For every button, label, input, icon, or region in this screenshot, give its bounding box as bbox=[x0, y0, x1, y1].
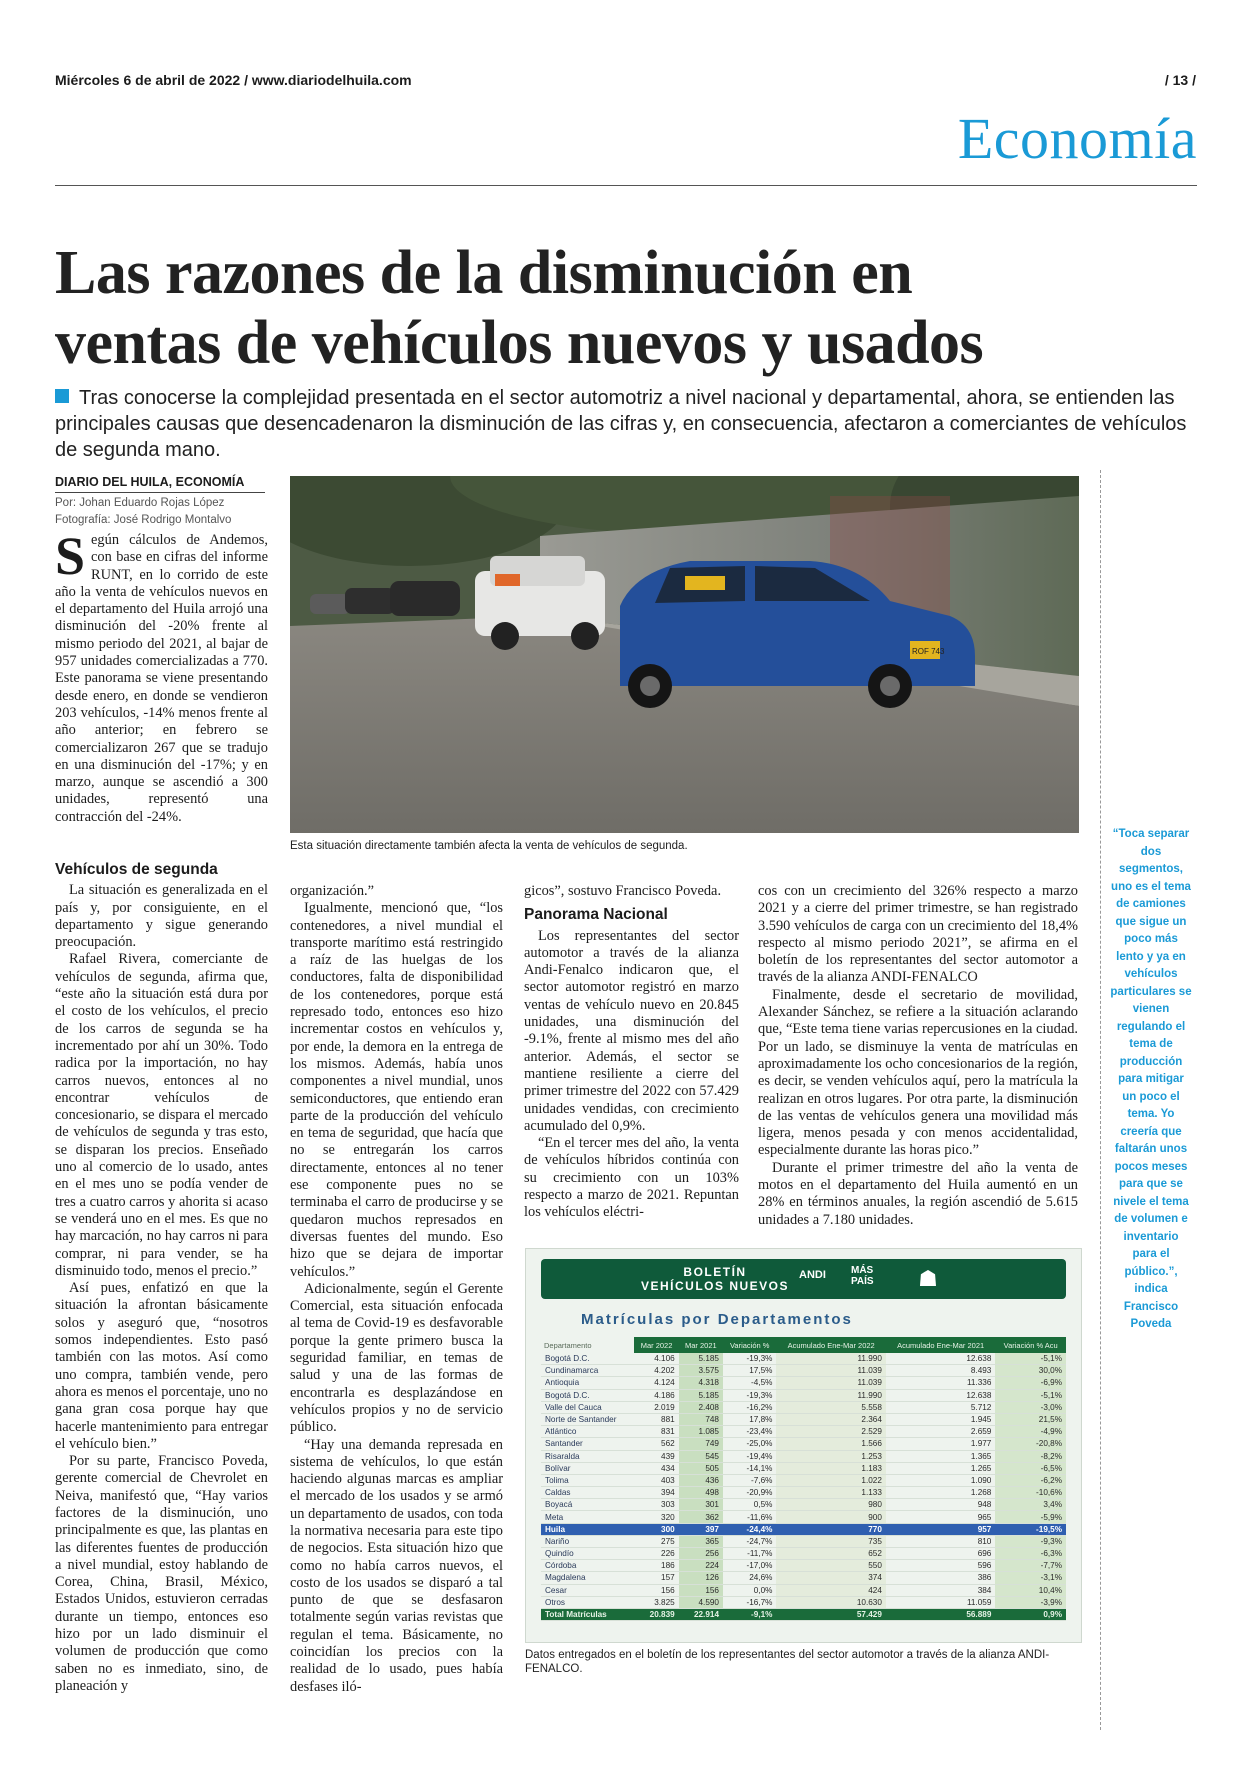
table-cell: 957 bbox=[886, 1523, 995, 1535]
table-cell: -6,5% bbox=[995, 1462, 1066, 1474]
fenalco-logo-icon: ☗ bbox=[918, 1266, 938, 1291]
paragraph: “Hay una demanda represada en sistema de vehículos, lo que están haciendo algunas marcas es ampliar el mercado de los usados y se armó un departamento de usados, con toda la normativa necesaria para este tipo de negocios. Esta situación hizo que como no había carros nuevos, el costo de los usados se disparó a tal punto de que se desfasaron totalmente según varias revistas que regulan el tema. Básicamente, no coincidían los precios con la realidad de lo usado, pues había desfases iló- bbox=[290, 1436, 503, 1695]
byline-source: DIARIO DEL HUILA, ECONOMÍA bbox=[55, 475, 245, 489]
table-cell: Nariño bbox=[541, 1535, 634, 1547]
header-rule bbox=[55, 185, 1197, 186]
table-cell: 831 bbox=[634, 1426, 678, 1438]
square-bullet-icon bbox=[55, 389, 69, 403]
table-cell: 21,5% bbox=[995, 1413, 1066, 1425]
table-cell: 1.133 bbox=[776, 1487, 885, 1499]
license-plate-text: ROF 743 bbox=[912, 647, 945, 656]
table-row bbox=[541, 1426, 1066, 1438]
table-cell: 365 bbox=[679, 1535, 723, 1547]
parked-cars-photo bbox=[290, 476, 1079, 833]
table-row bbox=[541, 1377, 1066, 1389]
paragraph: cos con un crecimiento del 326% respecto a marzo 2021 y a cierre del primer trimestre, se han registrado 3.590 vehículos de carga con un crecimiento del 18,4% respecto al mismo periodo 2021”, se afirma en el boletín de los representantes del sector automotor a través de la alianza ANDI-FENALCO bbox=[758, 883, 1078, 986]
table-column-header: Departamento bbox=[541, 1337, 634, 1353]
table-cell: 186 bbox=[634, 1560, 678, 1572]
registrations-table bbox=[541, 1337, 1066, 1621]
table-cell: Caldas bbox=[541, 1487, 634, 1499]
table-column-header: Variación % Acu bbox=[995, 1337, 1066, 1353]
table-cell: 224 bbox=[679, 1560, 723, 1572]
bulletin-title-line-1: BOLETÍN bbox=[683, 1265, 747, 1279]
table-column-header: Acumulado Ene-Mar 2021 bbox=[886, 1337, 995, 1353]
table-cell: 900 bbox=[776, 1511, 885, 1523]
table-column-header: Acumulado Ene-Mar 2022 bbox=[776, 1337, 885, 1353]
table-cell: 980 bbox=[776, 1499, 885, 1511]
table-cell: -14,1% bbox=[723, 1462, 776, 1474]
lead-text: Tras conocerse la complejidad presentada en el sector automotriz a nivel nacional y departamental, ahora, se entienden las principales causas que desencadenaron la disminución de las cifras y, en consecuencia, afectaron a comerciantes de vehículos de segunda mano. bbox=[55, 387, 1187, 461]
table-row bbox=[541, 1389, 1066, 1401]
table-cell: 1.977 bbox=[886, 1438, 995, 1450]
bulletin-subtitle: Matrículas por Departamentos bbox=[581, 1311, 853, 1328]
table-cell: -6,3% bbox=[995, 1548, 1066, 1560]
table-cell: 11.039 bbox=[776, 1377, 885, 1389]
table-cell: 1.022 bbox=[776, 1474, 885, 1486]
table-cell: 881 bbox=[634, 1413, 678, 1425]
paragraph: organización.” bbox=[290, 883, 375, 899]
paragraph: Finalmente, desde el secretario de movilidad, Alexander Sánchez, se refiere a la situación aclarando que, “Este tema tiene varias repercusiones en la ciudad. Por un lado, se disminuye la venta de matrículas en aproximadamente los ocho concesionarios de la región, es decir, se venden vehículos aquí, pero la matrícula la realizan en otros lugares. Por otra parte, la disminución de las ventas de vehículos genera una movilidad más ligera, menos pesada y con menos accidentalidad, especialmente durante las horas pico.” bbox=[758, 986, 1078, 1159]
table-cell: -24,7% bbox=[723, 1535, 776, 1547]
article-column-3 bbox=[524, 883, 739, 1222]
table-cell: 1.268 bbox=[886, 1487, 995, 1499]
table-row bbox=[541, 1438, 1066, 1450]
table-cell: 320 bbox=[634, 1511, 678, 1523]
table-cell: 12.638 bbox=[886, 1389, 995, 1401]
table-cell: 17,5% bbox=[723, 1365, 776, 1377]
table-cell: -5,9% bbox=[995, 1511, 1066, 1523]
table-cell: 11.059 bbox=[886, 1596, 995, 1608]
table-cell: Valle del Cauca bbox=[541, 1401, 634, 1413]
table-cell: 434 bbox=[634, 1462, 678, 1474]
table-cell: 386 bbox=[886, 1572, 995, 1584]
page-folio: Miércoles 6 de abril de 2022 / www.diariodelhuila.com bbox=[55, 72, 412, 88]
table-cell: 3.825 bbox=[634, 1596, 678, 1608]
bulletin-title bbox=[641, 1265, 789, 1293]
table-cell: 696 bbox=[886, 1548, 995, 1560]
table-cell: Córdoba bbox=[541, 1560, 634, 1572]
table-cell: 11.990 bbox=[776, 1353, 885, 1365]
table-cell: 5.712 bbox=[886, 1401, 995, 1413]
table-cell: 3.575 bbox=[679, 1365, 723, 1377]
table-cell: -3,9% bbox=[995, 1596, 1066, 1608]
table-cell: 156 bbox=[634, 1584, 678, 1596]
paragraph: La situación es generalizada en el país y, por consiguiente, en el departamento y sigue generando preocupación. bbox=[55, 882, 268, 951]
table-cell: -24,4% bbox=[723, 1523, 776, 1535]
table-cell: 4.106 bbox=[634, 1353, 678, 1365]
table-cell: Bolívar bbox=[541, 1462, 634, 1474]
paragraph: “En el tercer mes del año, la venta de vehículos híbridos continúa con su crecimiento con un 103% respecto a marzo de 2021. Repuntan los vehículos eléctri- bbox=[524, 1135, 739, 1221]
byline-author: Por: Johan Eduardo Rojas López bbox=[55, 497, 225, 509]
table-cell: -8,2% bbox=[995, 1450, 1066, 1462]
table-cell: 424 bbox=[776, 1584, 885, 1596]
table-cell: -6,2% bbox=[995, 1474, 1066, 1486]
table-cell: Risaralda bbox=[541, 1450, 634, 1462]
table-cell: 20.839 bbox=[634, 1608, 678, 1620]
table-cell: -16,2% bbox=[723, 1401, 776, 1413]
table-cell: 770 bbox=[776, 1523, 885, 1535]
table-cell: -17,0% bbox=[723, 1560, 776, 1572]
table-column-header: Variación % bbox=[723, 1337, 776, 1353]
byline-photographer: Fotografía: José Rodrigo Montalvo bbox=[55, 514, 232, 526]
section-title: Economía bbox=[957, 106, 1197, 171]
table-cell: Tolima bbox=[541, 1474, 634, 1486]
table-cell: -19,3% bbox=[723, 1389, 776, 1401]
table-cell: 1.265 bbox=[886, 1462, 995, 1474]
table-cell: -7,7% bbox=[995, 1560, 1066, 1572]
paragraph: Así pues, enfatizó en que la situación la afrontan básicamente solos y aseguró que, “nosotros somos independientes. Esto pasó también con las motos. Así como uno compra, también vende, pero ahora es menos el porcentaje, uno no gana gran cosa porque hay que hacerle mantenimiento para entregar el vehículo bien.” bbox=[55, 1280, 268, 1452]
table-cell: -16,7% bbox=[723, 1596, 776, 1608]
table-cell: 436 bbox=[679, 1474, 723, 1486]
table-cell: 0,9% bbox=[995, 1608, 1066, 1620]
table-cell: Norte de Santander bbox=[541, 1413, 634, 1425]
table-cell: -19,5% bbox=[995, 1523, 1066, 1535]
table-cell: -9,3% bbox=[995, 1535, 1066, 1547]
table-cell: 1.566 bbox=[776, 1438, 885, 1450]
table-row bbox=[541, 1487, 1066, 1499]
table-cell: 157 bbox=[634, 1572, 678, 1584]
table-cell: 24,6% bbox=[723, 1572, 776, 1584]
table-row bbox=[541, 1511, 1066, 1523]
table-row bbox=[541, 1572, 1066, 1584]
table-cell: 11.039 bbox=[776, 1365, 885, 1377]
andi-logo: ANDI bbox=[799, 1269, 826, 1281]
table-cell: 8.493 bbox=[886, 1365, 995, 1377]
table-row bbox=[541, 1413, 1066, 1425]
table-cell: -3,1% bbox=[995, 1572, 1066, 1584]
dropcap: S bbox=[55, 526, 86, 586]
table-row bbox=[541, 1353, 1066, 1365]
table-cell: 550 bbox=[776, 1560, 885, 1572]
headline-line-2: ventas de vehículos nuevos y usados bbox=[55, 309, 984, 377]
table-cell: 4.202 bbox=[634, 1365, 678, 1377]
table-cell: 403 bbox=[634, 1474, 678, 1486]
table-cell: -11,6% bbox=[723, 1511, 776, 1523]
table-cell: -19,4% bbox=[723, 1450, 776, 1462]
table-row bbox=[541, 1596, 1066, 1608]
table-cell: Boyacá bbox=[541, 1499, 634, 1511]
table-cell: 3,4% bbox=[995, 1499, 1066, 1511]
table-cell: -4,5% bbox=[723, 1377, 776, 1389]
headline-line-1: Las razones de la disminución en bbox=[55, 239, 913, 307]
table-row bbox=[541, 1401, 1066, 1413]
table-cell: 394 bbox=[634, 1487, 678, 1499]
pull-quote: “Toca separar dos segmentos, uno es el tema de camiones que sigue un poco más lento y ya en vehículos particulares se vienen regulando el tema de producción para mitigar un poco el tema. Yo creería que faltarán unos pocos meses para que se nivele el tema de volumen e inventario para el público.”, indica Francisco Poveda bbox=[1110, 828, 1192, 1330]
table-row bbox=[541, 1365, 1066, 1377]
table-cell: -23,4% bbox=[723, 1426, 776, 1438]
table-cell: 11.990 bbox=[776, 1389, 885, 1401]
table-column-header: Mar 2022 bbox=[634, 1337, 678, 1353]
table-cell: -3,0% bbox=[995, 1401, 1066, 1413]
table-cell: 1.253 bbox=[776, 1450, 885, 1462]
article-column-2 bbox=[290, 883, 503, 1696]
table-cell: Meta bbox=[541, 1511, 634, 1523]
table-cell: 2.019 bbox=[634, 1401, 678, 1413]
paragraph: Adicionalmente, según el Gerente Comercial, esta situación enfocada al tema de Covid-19 es desfavorable porque la gente primero busca la seguridad familiar, en temas de salud y una de las formas de encontrarla es desplazándose en vehículos propios y no de servicio público. bbox=[290, 1280, 503, 1436]
table-cell: 505 bbox=[679, 1462, 723, 1474]
subhead-panorama: Panorama Nacional bbox=[524, 906, 668, 924]
table-cell: Quindío bbox=[541, 1548, 634, 1560]
table-cell: -19,3% bbox=[723, 1353, 776, 1365]
table-cell: 1.365 bbox=[886, 1450, 995, 1462]
table-body bbox=[541, 1353, 1066, 1621]
table-cell: 4.124 bbox=[634, 1377, 678, 1389]
table-cell: 2.659 bbox=[886, 1426, 995, 1438]
table-cell: 301 bbox=[679, 1499, 723, 1511]
mas-pais-logo bbox=[851, 1265, 874, 1287]
table-cell: 397 bbox=[679, 1523, 723, 1535]
subhead-segunda: Vehículos de segunda bbox=[55, 861, 218, 878]
table-cell: 1.183 bbox=[776, 1462, 885, 1474]
table-row bbox=[541, 1523, 1066, 1535]
table-cell: 11.336 bbox=[886, 1377, 995, 1389]
table-cell: 22.914 bbox=[679, 1608, 723, 1620]
table-cell: 12.638 bbox=[886, 1353, 995, 1365]
table-cell: -11,7% bbox=[723, 1548, 776, 1560]
table-cell: 1.945 bbox=[886, 1413, 995, 1425]
paragraph: Rafael Rivera, comerciante de vehículos de segunda, afirma que, “este año la situación está dura por el costo de los vehículos, el precio de los carros de segunda se ha incrementado por ahí un 30%. Todo radica por la importación, no hay carros nuevos, entonces al no encontrar vehículos de concesionario, se dispara el mercado de vehículos de segunda y tras esto, se disparan los precios. Enseñado uno al comercio de lo usado, antes en el mes uno se podía vender de tres a cuatro carros y ahorita si acaso se venderá uno en el mes. Es que no hay marcación, no hay carros ni para comprar, ni para vender, se ha disminuido todo, menos el precio.” bbox=[55, 951, 268, 1279]
table-cell: 275 bbox=[634, 1535, 678, 1547]
table-cell: 156 bbox=[679, 1584, 723, 1596]
table-cell: Bogotá D.C. bbox=[541, 1389, 634, 1401]
table-cell: -20,9% bbox=[723, 1487, 776, 1499]
table-cell: 56.889 bbox=[886, 1608, 995, 1620]
table-cell: Otros bbox=[541, 1596, 634, 1608]
table-cell: 362 bbox=[679, 1511, 723, 1523]
table-cell: 10,4% bbox=[995, 1584, 1066, 1596]
table-cell: 57.429 bbox=[776, 1608, 885, 1620]
table-cell: Antioquia bbox=[541, 1377, 634, 1389]
table-cell: Atlántico bbox=[541, 1426, 634, 1438]
table-cell: Santander bbox=[541, 1438, 634, 1450]
table-cell: 4.590 bbox=[679, 1596, 723, 1608]
mas-pais-line-1: MÁS bbox=[851, 1265, 874, 1276]
table-cell: 948 bbox=[886, 1499, 995, 1511]
table-cell: 30,0% bbox=[995, 1365, 1066, 1377]
table-cell: -6,9% bbox=[995, 1377, 1066, 1389]
paragraph-intro bbox=[55, 526, 268, 826]
bulletin-title-line-2: VEHÍCULOS NUEVOS bbox=[641, 1279, 790, 1293]
bulletin-infographic bbox=[525, 1248, 1082, 1643]
table-cell: -5,1% bbox=[995, 1389, 1066, 1401]
photo-caption: Esta situación directamente también afecta la venta de vehículos de segunda. bbox=[290, 840, 688, 852]
table-cell: 0,0% bbox=[723, 1584, 776, 1596]
table-cell: Cundinamarca bbox=[541, 1365, 634, 1377]
table-cell: -4,9% bbox=[995, 1426, 1066, 1438]
table-header-row bbox=[541, 1337, 1066, 1353]
table-total-row bbox=[541, 1608, 1066, 1620]
table-cell: 4.318 bbox=[679, 1377, 723, 1389]
table-cell: -5,1% bbox=[995, 1353, 1066, 1365]
table-cell: -7,6% bbox=[723, 1474, 776, 1486]
table-cell: 300 bbox=[634, 1523, 678, 1535]
headline bbox=[55, 238, 1215, 378]
table-cell: Cesar bbox=[541, 1584, 634, 1596]
table-cell: 439 bbox=[634, 1450, 678, 1462]
table-cell: 2.408 bbox=[679, 1401, 723, 1413]
paragraph: Por su parte, Francisco Poveda, gerente comercial de Chevrolet en Neiva, manifestó que, “Hay varios factores de la disminución, uno principalmente es que, las plantas en las diferentes fuentes de producción a nivel mundial, estoy hablando de Corea, China, Brasil, México, Estados Unidos, estuvieron cerradas durante un tiempo, entonces eso hizo por un lado disminuir el volumen de producción que como saben no es inmediato, sino, de planeación y bbox=[55, 1453, 268, 1694]
table-caption: Datos entregados en el boletín de los representantes del sector automotor a través de la alianza ANDI-FENALCO. bbox=[525, 1649, 1050, 1675]
table-cell: 1.090 bbox=[886, 1474, 995, 1486]
table-row bbox=[541, 1450, 1066, 1462]
table-cell: -9,1% bbox=[723, 1608, 776, 1620]
table-cell: 562 bbox=[634, 1438, 678, 1450]
table-cell: 5.185 bbox=[679, 1389, 723, 1401]
table-cell: -10,6% bbox=[995, 1487, 1066, 1499]
table-row bbox=[541, 1560, 1066, 1572]
table-cell: -20,8% bbox=[995, 1438, 1066, 1450]
table-cell: 5.185 bbox=[679, 1353, 723, 1365]
table-cell: 4.186 bbox=[634, 1389, 678, 1401]
table-cell: -25,0% bbox=[723, 1438, 776, 1450]
table-row bbox=[541, 1548, 1066, 1560]
table-row bbox=[541, 1462, 1066, 1474]
table-cell: 735 bbox=[776, 1535, 885, 1547]
article-column-1 bbox=[55, 855, 268, 1695]
paragraph-intro-text: egún cálculos de Andemos, con base en cifras del informe RUNT, en lo corrido de este año la venta de vehículos nuevos en el departamento del Huila arrojó una disminución del -20% frente al mismo periodo del 2021, al bajar de 957 unidades comercializadas a 770. Este panorama se viene presentando desde enero, en donde se vendieron 203 vehículos, -14% menos frente al año anterior; en febrero se comercializaron 267 que se tradujo en una disminución del -17%; y en marzo, aunque se ascendió a 300 unidades, representó una contracción del -24%. bbox=[55, 532, 268, 825]
paragraph: gicos”, sostuvo Francisco Poveda. bbox=[524, 883, 722, 899]
article-photo bbox=[290, 476, 1079, 833]
table-cell: 0,5% bbox=[723, 1499, 776, 1511]
table-cell: 965 bbox=[886, 1511, 995, 1523]
table-column-header: Mar 2021 bbox=[679, 1337, 723, 1353]
article-column-4 bbox=[758, 883, 1078, 1229]
table-cell: 226 bbox=[634, 1548, 678, 1560]
table-cell: Magdalena bbox=[541, 1572, 634, 1584]
table-cell: 545 bbox=[679, 1450, 723, 1462]
table-cell: 652 bbox=[776, 1548, 885, 1560]
table-cell: 2.364 bbox=[776, 1413, 885, 1425]
table-cell: Huila bbox=[541, 1523, 634, 1535]
article-column-1-top bbox=[55, 526, 268, 826]
table-cell: Total Matrículas bbox=[541, 1608, 634, 1620]
table-cell: 303 bbox=[634, 1499, 678, 1511]
table-cell: 498 bbox=[679, 1487, 723, 1499]
table-cell: 596 bbox=[886, 1560, 995, 1572]
table-cell: 2.529 bbox=[776, 1426, 885, 1438]
table-row bbox=[541, 1499, 1066, 1511]
table-row bbox=[541, 1584, 1066, 1596]
table-cell: 1.085 bbox=[679, 1426, 723, 1438]
table-cell: 748 bbox=[679, 1413, 723, 1425]
paragraph: Igualmente, mencionó que, “los contenedores, a nivel mundial el transporte marítimo está restringido a raíz de las huelgas de los conductores, falta de disponibilidad de los contenedores, porque está represado todo, entonces eso hizo incrementar costos en vehículos y, por ende, la demora en la entrega de los mismos. Además, había unos componentes a nivel mundial, unos semiconductores, que entiendo eran parte de la producción del vehículo en tema de seguridad, que hacía que no se entregarán los carros directamente, entonces al no tener ese componente pues no se terminaba el carro de producirse y se quedaron muchos represados en diversas fuentes del mundo. Eso hizo que se dejara de importar vehículos.” bbox=[290, 900, 503, 1280]
page-number: / 13 / bbox=[1164, 72, 1196, 88]
bulletin-banner bbox=[541, 1259, 1066, 1299]
table-row bbox=[541, 1535, 1066, 1547]
table-cell: 749 bbox=[679, 1438, 723, 1450]
table-row bbox=[541, 1474, 1066, 1486]
table-cell: 17,8% bbox=[723, 1413, 776, 1425]
paragraph: Los representantes del sector automotor a través de la alianza Andi-Fenalco indicaron que, el sector automotor registró en marzo ventas de vehículo nuevo en 20.845 unidades, una disminución del -9.1%, frente al mismo mes del año anterior. Además, el sector se mantiene resiliente a cierre del primer trimestre del 2022 con 57.429 unidades vendidas, con crecimiento acumulado del 0,9%. bbox=[524, 927, 739, 1134]
table-cell: 374 bbox=[776, 1572, 885, 1584]
lead-paragraph bbox=[55, 385, 1205, 463]
table-cell: 10.630 bbox=[776, 1596, 885, 1608]
table-cell: Bogotá D.C. bbox=[541, 1353, 634, 1365]
paragraph: Durante el primer trimestre del año la venta de motos en el departamento del Huila aumentó en un 28% en términos anuales, la región ascendió de 5.615 unidades a 7.180 unidades. bbox=[758, 1159, 1078, 1228]
table-cell: 384 bbox=[886, 1584, 995, 1596]
byline-rule bbox=[55, 492, 265, 493]
table-cell: 256 bbox=[679, 1548, 723, 1560]
table-cell: 126 bbox=[679, 1572, 723, 1584]
table-cell: 5.558 bbox=[776, 1401, 885, 1413]
table-cell: 810 bbox=[886, 1535, 995, 1547]
mas-pais-line-2: PAÍS bbox=[851, 1276, 874, 1287]
